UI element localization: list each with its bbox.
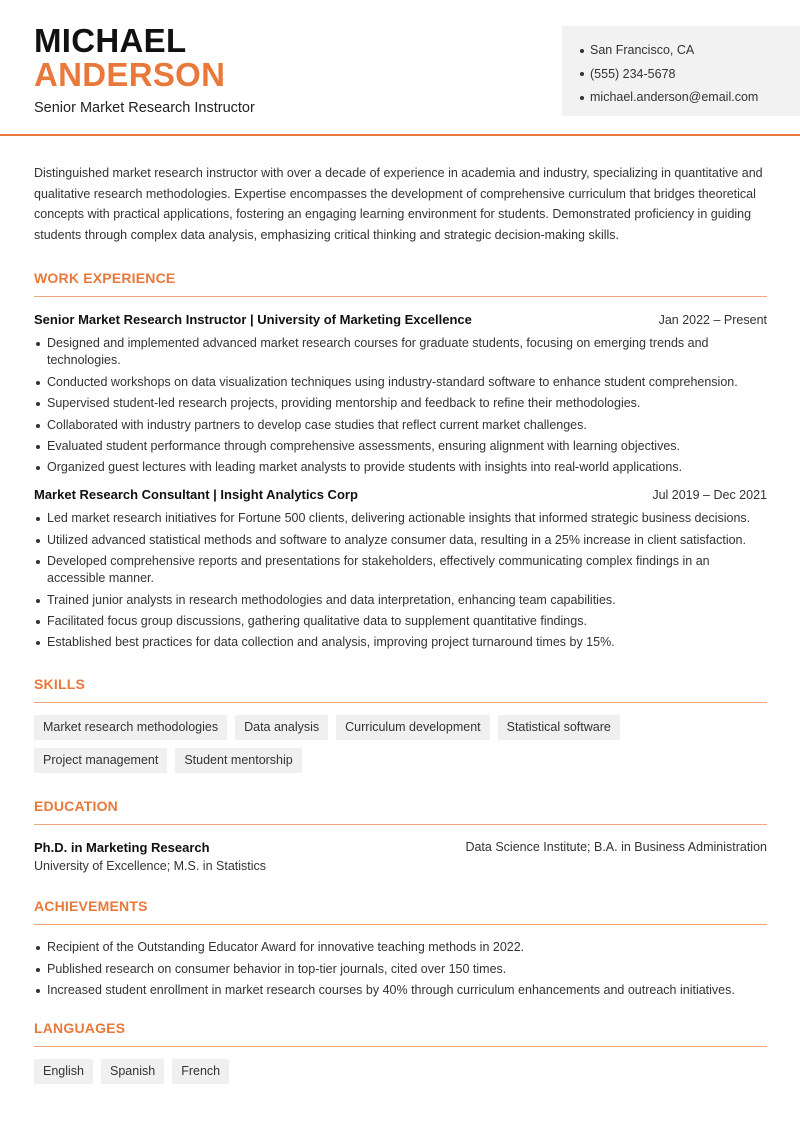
list-item: Recipient of the Outstanding Educator Award for innovative teaching methods in 2022. [34,939,767,956]
achievements-list [34,939,767,999]
list-item: Supervised student-led research projects, providing mentorship and feedback to refine their methodologies. [34,395,767,412]
job-title-heading: Senior Market Research Instructor [34,100,255,116]
section-title-languages: LANGUAGES [34,1020,767,1047]
education-degree: Ph.D. in Marketing Research [34,840,210,856]
section-title-skills: SKILLS [34,676,767,703]
list-item: Published research on consumer behavior in top-tier journals, cited over 150 times. [34,961,767,978]
list-item: Designed and implemented advanced market research courses for graduate students, focusing on emerging trends and technologies. [34,335,767,369]
contact-location: San Francisco, CA [580,39,800,63]
education-entry [34,840,767,873]
skills-list [34,715,767,781]
bullet-icon [580,72,584,76]
skill-tag: Project management [34,748,167,773]
skill-tag: Curriculum development [336,715,489,740]
job-bullets [34,335,767,476]
section-title-achievements: ACHIEVEMENTS [34,898,767,925]
list-item: Trained junior analysts in research methodologies and data interpretation, enhancing team capabilities. [34,592,767,609]
contact-email[interactable]: michael.anderson@email.com [580,86,800,110]
language-tag: Spanish [101,1059,164,1084]
language-tag: French [172,1059,229,1084]
job-entry [34,312,767,476]
skill-tag: Data analysis [235,715,328,740]
job-bullets [34,510,767,651]
education-school: University of Excellence; M.S. in Statistics [34,859,267,874]
list-item: Organized guest lectures with leading market analysts to provide students with insights into real-world applications. [34,459,767,476]
languages-list [34,1059,767,1092]
job-title: Senior Market Research Instructor | University of Marketing Excellence [34,312,472,328]
section-title-work: WORK EXPERIENCE [34,270,767,297]
summary: Distinguished market research instructor with over a decade of experience in academia and industry, specializing in quantitative and qualitative research methodologies. Expertise encompasses the development of comprehensive curriculum that bridges theoretical concepts with practical applications, fostering an engaging learning environment for students. Demonstrated proficiency in guiding students through complex data analysis, emphasizing critical thinking and strategic decision-making skills. [34,166,763,242]
list-item: Increased student enrollment in market research courses by 40% through curriculum enhancements and outreach initiatives. [34,982,767,999]
list-item: Utilized advanced statistical methods and software to analyze consumer data, resulting in a 25% increase in client satisfaction. [34,532,767,549]
job-entry [34,487,767,651]
last-name: ANDERSON [34,56,226,93]
skill-tag: Statistical software [498,715,620,740]
bullet-icon [580,49,584,53]
section-title-education: EDUCATION [34,798,767,825]
list-item: Conducted workshops on data visualization techniques using industry-standard software to enhance student comprehension. [34,374,767,391]
job-date: Jan 2022 – Present [658,313,767,328]
list-item: Facilitated focus group discussions, gathering qualitative data to supplement quantitative findings. [34,613,767,630]
job-title: Market Research Consultant | Insight Analytics Corp [34,487,358,503]
list-item: Led market research initiatives for Fortune 500 clients, delivering actionable insights that informed strategic business decisions. [34,510,767,527]
bullet-icon [580,96,584,100]
language-tag: English [34,1059,93,1084]
skill-tag: Student mentorship [175,748,301,773]
contact-phone: (555) 234-5678 [580,63,800,87]
first-name: MICHAEL [34,22,187,59]
list-item: Collaborated with industry partners to develop case studies that reflect current market challenges. [34,417,767,434]
skill-tag: Market research methodologies [34,715,227,740]
list-item: Developed comprehensive reports and presentations for stakeholders, effectively communicating complex findings in an accessible manner. [34,553,767,587]
resume-body [34,163,767,1092]
job-date: Jul 2019 – Dec 2021 [652,488,767,503]
list-item: Evaluated student performance through comprehensive assessments, ensuring alignment with learning objectives. [34,438,767,455]
list-item: Established best practices for data collection and analysis, improving project turnaround times by 15%. [34,634,767,651]
resume-header [0,0,800,136]
contact-box [562,26,800,116]
education-detail: Data Science Institute; B.A. in Business Administration [465,840,767,855]
